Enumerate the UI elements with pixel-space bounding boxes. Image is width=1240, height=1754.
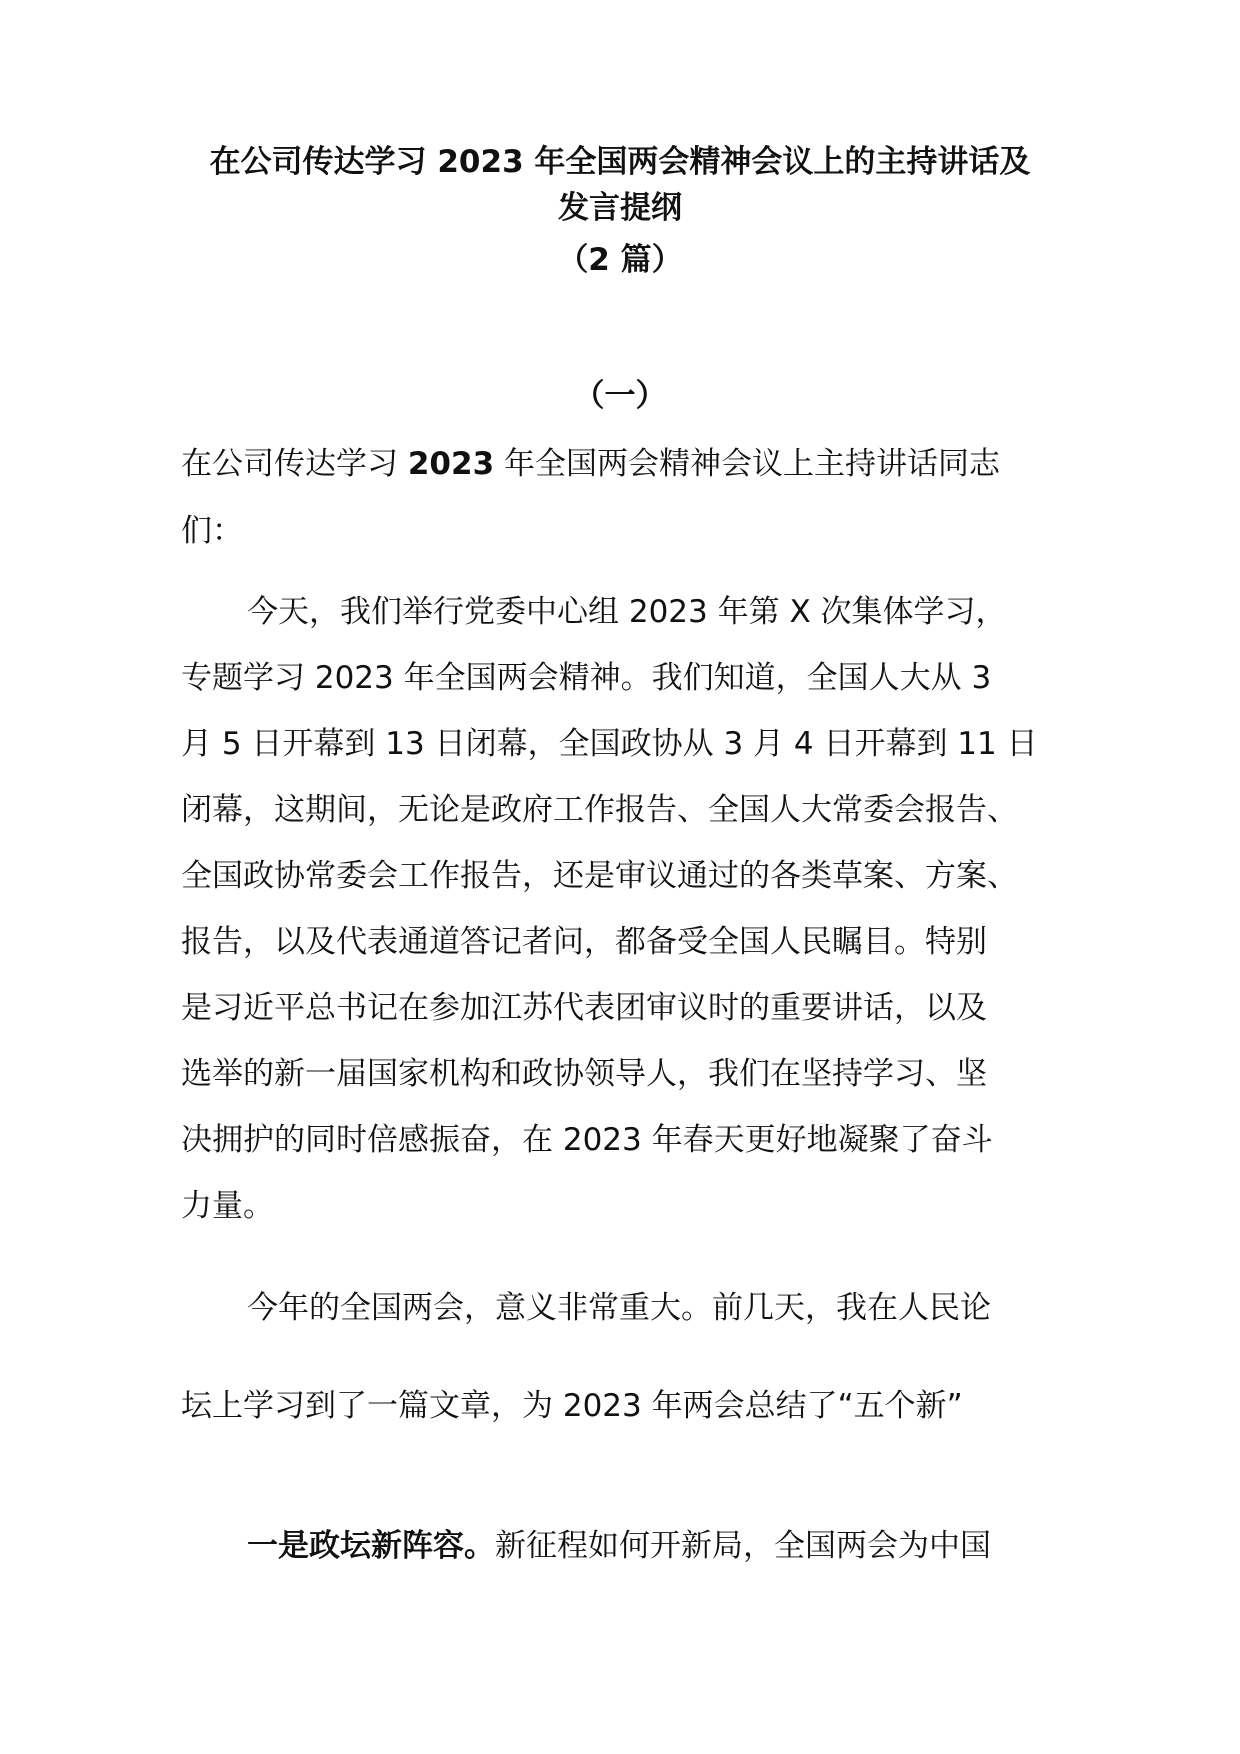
speech-heading-pre: 在公司传达学习 xyxy=(181,446,408,482)
point-one-label: 一是政坛新阵容。 xyxy=(247,1528,495,1564)
speech-heading-post: 年全国两会精神会议上主持讲话同志 xyxy=(494,446,1000,482)
paragraph-1-line: 专题学习 2023 年全国两会精神。我们知道，全国人大从 3 xyxy=(181,660,992,696)
paragraph-1-line: 是习近平总书记在参加江苏代表团审议时的重要讲话，以及 xyxy=(181,990,987,1026)
paragraph-1-line: 决拥护的同时倍感振奋，在 2023 年春天更好地凝聚了奋斗 xyxy=(181,1122,993,1158)
paragraph-1-line: 报告，以及代表通道答记者问，都备受全国人民瞩目。特别 xyxy=(181,924,987,960)
point-one-text: 新征程如何开新局，全国两会为中国 xyxy=(495,1528,991,1564)
paragraph-1-line: 力量。 xyxy=(181,1188,274,1224)
paragraph-2-line: 今年的全国两会，意义非常重大。前几天，我在人民论 xyxy=(247,1290,991,1326)
paragraph-3-line xyxy=(247,1520,991,1572)
paragraph-1-line: 全国政协常委会工作报告，还是审议通过的各类草案、方案、 xyxy=(181,858,1018,894)
paragraph-1-line: 闭幕，这期间，无论是政府工作报告、全国人大常委会报告、 xyxy=(181,792,1018,828)
document-title-line-1: 在公司传达学习 2023 年全国两会精神会议上的主持讲话及 xyxy=(209,144,1031,180)
paragraph-1-line: 今天，我们举行党委中心组 2023 年第 X 次集体学习， xyxy=(247,594,1007,630)
paragraph-1-line: 月 5 日开幕到 13 日闭幕，全国政协从 3 月 4 日开幕到 11 日 xyxy=(181,726,1038,762)
article-count: （2 篇） xyxy=(557,242,683,278)
section-number: （一） xyxy=(573,378,667,414)
speech-heading-line-2: 们： xyxy=(181,513,243,549)
speech-heading-year: 2023 xyxy=(407,446,495,482)
document-title-line-2: 发言提纲 xyxy=(558,190,682,226)
paragraph-2-line: 坛上学习到了一篇文章，为 2023 年两会总结了“五个新” xyxy=(181,1388,963,1424)
speech-heading-line-1 xyxy=(181,438,1000,490)
paragraph-1-line: 选举的新一届国家机构和政协领导人，我们在坚持学习、坚 xyxy=(181,1056,987,1092)
